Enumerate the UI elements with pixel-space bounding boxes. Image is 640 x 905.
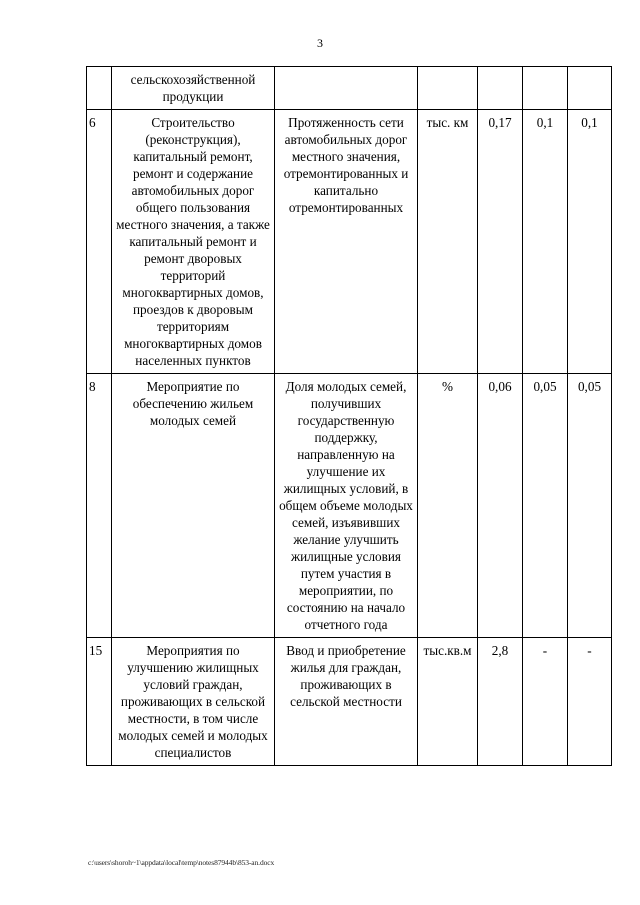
value-cell-3	[568, 67, 612, 110]
table-row	[87, 110, 612, 374]
row-number-cell: 6	[87, 110, 112, 374]
value-cell-2: 0,05	[523, 374, 568, 638]
indicators-table	[86, 66, 612, 766]
value-cell-1: 0,17	[478, 110, 523, 374]
measure-name-cell: Мероприятие по обеспечению жильем молодых семей	[112, 374, 275, 638]
value-cell-1	[478, 67, 523, 110]
measure-name-cell: Мероприятия по улучшению жилищных условий граждан, проживающих в сельской местности, в том числе молодых семей и молодых специалистов	[112, 638, 275, 766]
page-number: 3	[317, 36, 323, 50]
row-number-cell	[87, 67, 112, 110]
unit-cell	[418, 67, 478, 110]
footer-file-path: c:\users\shoroh~1\appdata\local\temp\notes87944b\853-an.docx	[88, 858, 275, 867]
row-number-cell: 15	[87, 638, 112, 766]
row-number-cell: 8	[87, 374, 112, 638]
indicator-cell	[275, 67, 418, 110]
table-row	[87, 374, 612, 638]
value-cell-3: -	[568, 638, 612, 766]
table-row	[87, 638, 612, 766]
value-cell-3: 0,05	[568, 374, 612, 638]
indicator-cell: Протяженность сети автомобильных дорог местного значения, отремонтированных и капитально отремонтированных	[275, 110, 418, 374]
value-cell-1: 0,06	[478, 374, 523, 638]
value-cell-3: 0,1	[568, 110, 612, 374]
unit-cell: %	[418, 374, 478, 638]
measure-name-cell: сельскохозяйственной продукции	[112, 67, 275, 110]
value-cell-2: -	[523, 638, 568, 766]
indicator-cell: Ввод и приобретение жилья для граждан, проживающих в сельской местности	[275, 638, 418, 766]
value-cell-1: 2,8	[478, 638, 523, 766]
unit-cell: тыс. км	[418, 110, 478, 374]
table-row	[87, 67, 612, 110]
indicator-cell: Доля молодых семей, получивших государственную поддержку, направленную на улучшение их жилищных условий, в общем объеме молодых семей, изъявивших желание улучшить жилищные условия путем участия в мероприятии, по состоянию на начало отчетного года	[275, 374, 418, 638]
measure-name-cell: Строительство (реконструкция), капитальный ремонт, ремонт и содержание автомобильных дорог общего пользования местного значения, а также капитальный ремонт и ремонт дворовых территорий многоквартирных домов, проездов к дворовым территориям многоквартирных домов населенных пунктов	[112, 110, 275, 374]
unit-cell: тыс.кв.м	[418, 638, 478, 766]
value-cell-2	[523, 67, 568, 110]
value-cell-2: 0,1	[523, 110, 568, 374]
